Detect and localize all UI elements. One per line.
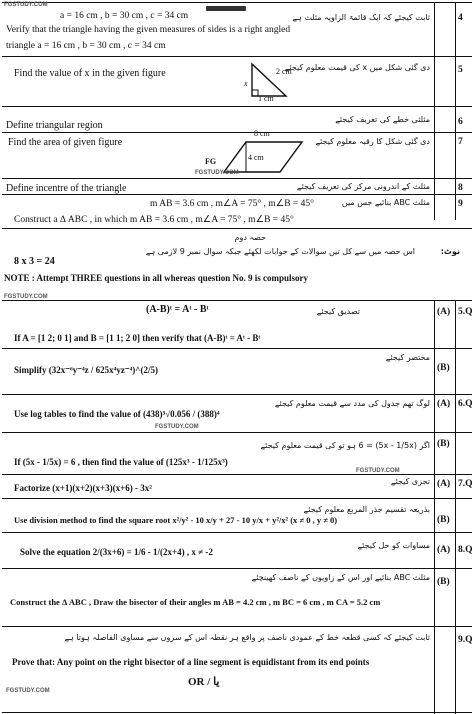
q5a-formula: (A-B)ᵗ = Aᵗ - Bᵗ — [146, 304, 209, 315]
row-9-number: 9 — [458, 199, 463, 209]
q7a-part: (A) — [437, 479, 451, 489]
row-divider — [2, 348, 472, 349]
q8b-urdu: مثلث ABC بنائیے اور اس کے زاویوں کے ناصف کھینچئے — [251, 573, 430, 582]
figure-label-1cm: 1 cm — [258, 94, 274, 103]
section-2-note-english: NOTE : Attempt THREE questions in all whereas question No. 9 is compulsory — [4, 273, 308, 283]
row-7-question: Find the area of given figure — [8, 137, 123, 148]
watermark: FGSTUDY.COM — [356, 468, 400, 474]
q6b-part: (B) — [437, 439, 450, 449]
figure-label-8cm: 8 cm — [254, 129, 270, 138]
row-8-number: 8 — [458, 183, 463, 193]
row-divider — [2, 132, 472, 133]
q7a-urdu: تجزی کیجئے — [390, 477, 430, 486]
q6b-urdu: اگر (5x - 1/5x) = 6 ہو تو کی قیمت معلوم کیجئے — [260, 441, 430, 450]
section-2-note-urdu: اس حصہ میں سے کل تین سوالات کے جوابات لکھئے جبکہ سوال نمبر 9 لازمی ہے — [145, 247, 415, 256]
table-border — [2, 2, 472, 3]
q6b-question: If (5x - 1/5x) = 6 , then find the value of (125x³ - 1/125x³) — [14, 457, 228, 467]
row-8-question: Define incentre of the triangle — [6, 183, 127, 194]
row-divider — [2, 432, 472, 433]
column-divider — [434, 2, 435, 220]
q6a-urdu: لوگ تھم جدول کی مدد سے قیمت معلوم کیجئے — [274, 399, 430, 408]
row-7-urdu-text: دی گئی شکل کا رقبہ معلوم کیجئے — [315, 137, 430, 146]
q5a-question: If A = [1 2; 0 1] and B = [1 1; 2 0] then verify that (A-B)ᵗ = Aᵗ - Bᵗ — [14, 333, 261, 343]
watermark: FGSTUDY.COM — [6, 688, 50, 694]
q6a-question: Use log tables to find the value of (438)³√0.056 / (388)⁴ — [14, 409, 220, 419]
section-2-heading: حصہ دوم — [234, 233, 266, 242]
note-label: نوٹ: — [440, 247, 460, 256]
q5b-urdu: مختصر کیجئے — [385, 353, 430, 362]
watermark: FGSTUDY.COM — [4, 294, 48, 300]
q7b-question: Use division method to find the square root x²/y² - 10 x/y + 27 - 10 y/x + y²/x² (x ≠ 0 , y ≠ 0) — [14, 515, 338, 525]
q8a-part: (A) — [437, 545, 451, 555]
row-8-urdu-text: مثلث کے اندرونی مرکز کی تعریف کیجئے — [296, 182, 430, 191]
row-divider — [2, 106, 472, 107]
row-9-values: m AB = 3.6 cm , m∠A = 75° , m∠B = 45° — [150, 199, 314, 209]
column-divider — [455, 300, 456, 714]
q9-urdu: ثابت کیجئے کہ کسی قطعہ خط کے عمودی ناصف پر واقع ہر نقطہ اس کے سروں سے مساوی الفاصلہ ہوتا ہے — [64, 633, 430, 642]
row-divider — [2, 228, 472, 229]
row-divider — [2, 178, 472, 179]
row-4-triangle: triangle a = 16 cm , b = 30 cm , c = 34 cm — [6, 41, 166, 51]
q8-number: 8.Q — [458, 545, 473, 555]
q5b-part: (B) — [437, 363, 450, 373]
table-border — [2, 300, 472, 301]
row-6-number: 6 — [458, 117, 463, 127]
row-divider — [2, 532, 472, 533]
q6-number: 6.Q — [458, 399, 473, 409]
q5a-part: (A) — [437, 307, 451, 317]
figure-label-2cm: 2 cm — [276, 67, 292, 76]
row-5-urdu-text: دی گئی شکل میں x کی قیمت معلوم کیجئے — [284, 63, 430, 72]
figure-label-4cm: 4 cm — [248, 153, 264, 162]
handwritten-scribble — [206, 6, 246, 11]
q9-number: 9.Q — [458, 635, 473, 645]
q7a-question: Factorize (x+1)(x+2)(x+3)(x+6) - 3x² — [14, 483, 152, 493]
q8b-part: (B) — [437, 577, 450, 587]
column-divider — [434, 300, 435, 714]
q7b-part: (B) — [437, 515, 450, 525]
table-border — [2, 712, 472, 713]
row-9-urdu-text: مثلث ABC بنائیے جس میں — [341, 198, 430, 207]
figure-label-fg: FG — [205, 157, 217, 166]
row-7-number: 7 — [458, 137, 463, 147]
row-4-question: Verify that the triangle having the given measures of sides is a right angled — [6, 25, 291, 35]
q7b-urdu: بذریعہ تقسیم جذر المربع معلوم کیجئے — [303, 505, 430, 514]
q5b-question: Simplify (32x⁻⁶y⁻⁴z / 625x⁴yz⁻⁴)^(2/5) — [14, 365, 159, 375]
row-divider — [2, 394, 472, 395]
figure-label-x: x — [244, 79, 248, 88]
q6a-part: (A) — [437, 399, 451, 409]
row-divider — [2, 56, 472, 57]
row-divider — [2, 474, 472, 475]
row-9-question: Construct a Δ ABC , in which m AB = 3.6 cm , m∠A = 75° , m∠B = 45° — [14, 215, 294, 225]
row-6-question: Define triangular region — [6, 120, 103, 131]
q8b-question: Construct the Δ ABC , Draw the bisector of their angles m AB = 4.2 cm , m BC = 6 cm , m CA = 5.2 cm — [10, 597, 381, 607]
row-divider — [2, 568, 472, 569]
q5-number: 5.Q — [458, 307, 473, 317]
row-5-question: Find the value of x in the given figure — [14, 68, 166, 79]
q8a-urdu: مساوات کو حل کیجئے — [357, 541, 430, 550]
row-6-urdu-text: مثلثی خطے کی تعریف کیجئے — [335, 115, 430, 124]
row-4-number: 4 — [458, 13, 463, 23]
watermark: FGSTUDY.COM — [4, 2, 48, 8]
row-5-number: 5 — [458, 65, 463, 75]
watermark: FGSTUDY.COM — [195, 170, 239, 176]
q7-number: 7.Q — [458, 479, 473, 489]
row-4-given-values: a = 16 cm , b = 30 cm , c = 34 cm — [60, 11, 189, 21]
column-divider — [455, 2, 456, 220]
row-4-urdu-text: ثابت کیجئے کہ ایک قائمۃ الزاویہ مثلث ہے — [292, 13, 430, 22]
section-2-marks: 8 x 3 = 24 — [14, 256, 55, 267]
q5a-urdu: تصدیق کیجئے — [316, 307, 360, 316]
q9-or: OR / یا — [188, 676, 220, 688]
q8a-question: Solve the equation 2/(3x+6) = 1/6 - 1/(2x+4) , x ≠ -2 — [20, 547, 213, 557]
row-divider — [2, 626, 472, 627]
q9-question: Prove that: Any point on the right bisector of a line segment is equidistant from its end points — [12, 657, 370, 667]
watermark: FGSTUDY.COM — [155, 424, 199, 430]
row-divider — [2, 498, 472, 499]
row-divider — [2, 194, 472, 195]
